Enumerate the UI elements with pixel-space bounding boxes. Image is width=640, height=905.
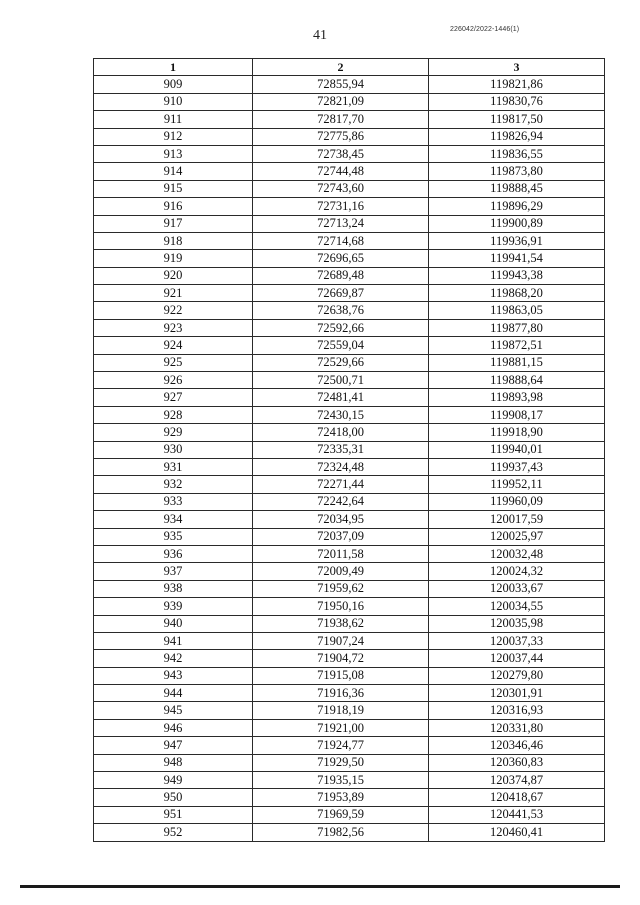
table-row bbox=[94, 250, 605, 267]
point-number-cell: 927 bbox=[94, 389, 253, 406]
point-number-cell: 945 bbox=[94, 702, 253, 719]
table-row bbox=[94, 406, 605, 423]
x-coordinate-cell: 72592,66 bbox=[253, 319, 429, 336]
y-coordinate-cell: 120346,46 bbox=[429, 737, 605, 754]
y-coordinate-cell: 119881,15 bbox=[429, 354, 605, 371]
y-coordinate-cell: 120360,83 bbox=[429, 754, 605, 771]
y-coordinate-cell: 119868,20 bbox=[429, 285, 605, 302]
y-coordinate-cell: 119900,89 bbox=[429, 215, 605, 232]
table-row bbox=[94, 93, 605, 110]
table-row bbox=[94, 685, 605, 702]
table-row bbox=[94, 302, 605, 319]
y-coordinate-cell: 119941,54 bbox=[429, 250, 605, 267]
y-coordinate-cell: 120024,32 bbox=[429, 563, 605, 580]
table-row bbox=[94, 667, 605, 684]
y-coordinate-cell: 120034,55 bbox=[429, 598, 605, 615]
y-coordinate-cell: 119826,94 bbox=[429, 128, 605, 145]
footer-divider bbox=[20, 885, 620, 888]
column-header-3: 3 bbox=[429, 59, 605, 76]
table-row bbox=[94, 476, 605, 493]
table-row bbox=[94, 772, 605, 789]
table-row bbox=[94, 372, 605, 389]
table-row bbox=[94, 319, 605, 336]
point-number-cell: 948 bbox=[94, 754, 253, 771]
y-coordinate-cell: 119873,80 bbox=[429, 163, 605, 180]
table-row bbox=[94, 563, 605, 580]
x-coordinate-cell: 71916,36 bbox=[253, 685, 429, 702]
point-number-cell: 952 bbox=[94, 824, 253, 841]
y-coordinate-cell: 119908,17 bbox=[429, 406, 605, 423]
y-coordinate-cell: 119936,91 bbox=[429, 232, 605, 249]
y-coordinate-cell: 120441,53 bbox=[429, 806, 605, 823]
point-number-cell: 909 bbox=[94, 76, 253, 93]
x-coordinate-cell: 72481,41 bbox=[253, 389, 429, 406]
table-row bbox=[94, 424, 605, 441]
table-row bbox=[94, 128, 605, 145]
x-coordinate-cell: 72430,15 bbox=[253, 406, 429, 423]
point-number-cell: 933 bbox=[94, 493, 253, 510]
y-coordinate-cell: 120037,33 bbox=[429, 632, 605, 649]
y-coordinate-cell: 119863,05 bbox=[429, 302, 605, 319]
point-number-cell: 938 bbox=[94, 580, 253, 597]
x-coordinate-cell: 72817,70 bbox=[253, 111, 429, 128]
x-coordinate-cell: 72418,00 bbox=[253, 424, 429, 441]
table-row bbox=[94, 337, 605, 354]
point-number-cell: 914 bbox=[94, 163, 253, 180]
table-row bbox=[94, 789, 605, 806]
x-coordinate-cell: 72713,24 bbox=[253, 215, 429, 232]
x-coordinate-cell: 71969,59 bbox=[253, 806, 429, 823]
table-row bbox=[94, 76, 605, 93]
y-coordinate-cell: 119817,50 bbox=[429, 111, 605, 128]
point-number-cell: 915 bbox=[94, 180, 253, 197]
y-coordinate-cell: 120279,80 bbox=[429, 667, 605, 684]
y-coordinate-cell: 120301,91 bbox=[429, 685, 605, 702]
x-coordinate-cell: 72744,48 bbox=[253, 163, 429, 180]
table-row bbox=[94, 215, 605, 232]
table-row bbox=[94, 754, 605, 771]
table-row bbox=[94, 580, 605, 597]
coordinates-table bbox=[93, 58, 605, 842]
y-coordinate-cell: 120316,93 bbox=[429, 702, 605, 719]
point-number-cell: 931 bbox=[94, 458, 253, 475]
y-coordinate-cell: 119940,01 bbox=[429, 441, 605, 458]
y-coordinate-cell: 120033,67 bbox=[429, 580, 605, 597]
table-row bbox=[94, 163, 605, 180]
point-number-cell: 916 bbox=[94, 198, 253, 215]
table-row bbox=[94, 632, 605, 649]
table-row bbox=[94, 702, 605, 719]
x-coordinate-cell: 71904,72 bbox=[253, 650, 429, 667]
y-coordinate-cell: 119952,11 bbox=[429, 476, 605, 493]
y-coordinate-cell: 120037,44 bbox=[429, 650, 605, 667]
point-number-cell: 919 bbox=[94, 250, 253, 267]
point-number-cell: 934 bbox=[94, 511, 253, 528]
table-row bbox=[94, 267, 605, 284]
point-number-cell: 946 bbox=[94, 719, 253, 736]
table-row bbox=[94, 354, 605, 371]
point-number-cell: 937 bbox=[94, 563, 253, 580]
table-row bbox=[94, 232, 605, 249]
page-number: 41 bbox=[313, 28, 327, 43]
point-number-cell: 922 bbox=[94, 302, 253, 319]
column-header-1: 1 bbox=[94, 59, 253, 76]
y-coordinate-cell: 120025,97 bbox=[429, 528, 605, 545]
x-coordinate-cell: 71915,08 bbox=[253, 667, 429, 684]
y-coordinate-cell: 119836,55 bbox=[429, 145, 605, 162]
point-number-cell: 926 bbox=[94, 372, 253, 389]
y-coordinate-cell: 119888,64 bbox=[429, 372, 605, 389]
x-coordinate-cell: 72271,44 bbox=[253, 476, 429, 493]
table-row bbox=[94, 145, 605, 162]
y-coordinate-cell: 120374,87 bbox=[429, 772, 605, 789]
y-coordinate-cell: 120035,98 bbox=[429, 615, 605, 632]
table-row bbox=[94, 285, 605, 302]
point-number-cell: 918 bbox=[94, 232, 253, 249]
x-coordinate-cell: 72775,86 bbox=[253, 128, 429, 145]
x-coordinate-cell: 71918,19 bbox=[253, 702, 429, 719]
x-coordinate-cell: 72500,71 bbox=[253, 372, 429, 389]
point-number-cell: 924 bbox=[94, 337, 253, 354]
table-row bbox=[94, 111, 605, 128]
y-coordinate-cell: 120017,59 bbox=[429, 511, 605, 528]
y-coordinate-cell: 119960,09 bbox=[429, 493, 605, 510]
x-coordinate-cell: 72738,45 bbox=[253, 145, 429, 162]
x-coordinate-cell: 71938,62 bbox=[253, 615, 429, 632]
x-coordinate-cell: 71929,50 bbox=[253, 754, 429, 771]
x-coordinate-cell: 72324,48 bbox=[253, 458, 429, 475]
x-coordinate-cell: 72009,49 bbox=[253, 563, 429, 580]
point-number-cell: 942 bbox=[94, 650, 253, 667]
y-coordinate-cell: 119821,86 bbox=[429, 76, 605, 93]
x-coordinate-cell: 72714,68 bbox=[253, 232, 429, 249]
y-coordinate-cell: 119937,43 bbox=[429, 458, 605, 475]
x-coordinate-cell: 72529,66 bbox=[253, 354, 429, 371]
x-coordinate-cell: 72669,87 bbox=[253, 285, 429, 302]
y-coordinate-cell: 120331,80 bbox=[429, 719, 605, 736]
point-number-cell: 921 bbox=[94, 285, 253, 302]
point-number-cell: 951 bbox=[94, 806, 253, 823]
x-coordinate-cell: 72821,09 bbox=[253, 93, 429, 110]
table-row bbox=[94, 598, 605, 615]
y-coordinate-cell: 119943,38 bbox=[429, 267, 605, 284]
table-row bbox=[94, 615, 605, 632]
table-row bbox=[94, 180, 605, 197]
point-number-cell: 913 bbox=[94, 145, 253, 162]
x-coordinate-cell: 72559,04 bbox=[253, 337, 429, 354]
x-coordinate-cell: 72034,95 bbox=[253, 511, 429, 528]
table-body bbox=[94, 76, 605, 841]
point-number-cell: 949 bbox=[94, 772, 253, 789]
x-coordinate-cell: 72743,60 bbox=[253, 180, 429, 197]
x-coordinate-cell: 71935,15 bbox=[253, 772, 429, 789]
point-number-cell: 923 bbox=[94, 319, 253, 336]
x-coordinate-cell: 72696,65 bbox=[253, 250, 429, 267]
table-row bbox=[94, 545, 605, 562]
point-number-cell: 939 bbox=[94, 598, 253, 615]
y-coordinate-cell: 119888,45 bbox=[429, 180, 605, 197]
x-coordinate-cell: 71982,56 bbox=[253, 824, 429, 841]
point-number-cell: 910 bbox=[94, 93, 253, 110]
point-number-cell: 930 bbox=[94, 441, 253, 458]
x-coordinate-cell: 72638,76 bbox=[253, 302, 429, 319]
point-number-cell: 932 bbox=[94, 476, 253, 493]
x-coordinate-cell: 72335,31 bbox=[253, 441, 429, 458]
y-coordinate-cell: 120418,67 bbox=[429, 789, 605, 806]
x-coordinate-cell: 72037,09 bbox=[253, 528, 429, 545]
table-row bbox=[94, 198, 605, 215]
table-row bbox=[94, 650, 605, 667]
y-coordinate-cell: 119872,51 bbox=[429, 337, 605, 354]
point-number-cell: 911 bbox=[94, 111, 253, 128]
y-coordinate-cell: 119896,29 bbox=[429, 198, 605, 215]
point-number-cell: 950 bbox=[94, 789, 253, 806]
x-coordinate-cell: 71924,77 bbox=[253, 737, 429, 754]
point-number-cell: 929 bbox=[94, 424, 253, 441]
x-coordinate-cell: 72242,64 bbox=[253, 493, 429, 510]
y-coordinate-cell: 120460,41 bbox=[429, 824, 605, 841]
table-row bbox=[94, 528, 605, 545]
table-row bbox=[94, 458, 605, 475]
point-number-cell: 940 bbox=[94, 615, 253, 632]
x-coordinate-cell: 71953,89 bbox=[253, 789, 429, 806]
y-coordinate-cell: 120032,48 bbox=[429, 545, 605, 562]
x-coordinate-cell: 71959,62 bbox=[253, 580, 429, 597]
y-coordinate-cell: 119918,90 bbox=[429, 424, 605, 441]
point-number-cell: 917 bbox=[94, 215, 253, 232]
point-number-cell: 936 bbox=[94, 545, 253, 562]
y-coordinate-cell: 119893,98 bbox=[429, 389, 605, 406]
point-number-cell: 928 bbox=[94, 406, 253, 423]
point-number-cell: 935 bbox=[94, 528, 253, 545]
x-coordinate-cell: 72855,94 bbox=[253, 76, 429, 93]
point-number-cell: 943 bbox=[94, 667, 253, 684]
y-coordinate-cell: 119877,80 bbox=[429, 319, 605, 336]
point-number-cell: 920 bbox=[94, 267, 253, 284]
table-row bbox=[94, 719, 605, 736]
table-row bbox=[94, 511, 605, 528]
point-number-cell: 925 bbox=[94, 354, 253, 371]
x-coordinate-cell: 72689,48 bbox=[253, 267, 429, 284]
table-row bbox=[94, 806, 605, 823]
table-header-row bbox=[94, 59, 605, 76]
point-number-cell: 947 bbox=[94, 737, 253, 754]
document-code: 226042/2022-1446(1) bbox=[450, 26, 520, 33]
table-row bbox=[94, 441, 605, 458]
table-row bbox=[94, 737, 605, 754]
table-row bbox=[94, 824, 605, 841]
point-number-cell: 912 bbox=[94, 128, 253, 145]
x-coordinate-cell: 72011,58 bbox=[253, 545, 429, 562]
y-coordinate-cell: 119830,76 bbox=[429, 93, 605, 110]
table-row bbox=[94, 493, 605, 510]
table-row bbox=[94, 389, 605, 406]
x-coordinate-cell: 71921,00 bbox=[253, 719, 429, 736]
point-number-cell: 941 bbox=[94, 632, 253, 649]
column-header-2: 2 bbox=[253, 59, 429, 76]
point-number-cell: 944 bbox=[94, 685, 253, 702]
x-coordinate-cell: 71907,24 bbox=[253, 632, 429, 649]
x-coordinate-cell: 71950,16 bbox=[253, 598, 429, 615]
x-coordinate-cell: 72731,16 bbox=[253, 198, 429, 215]
